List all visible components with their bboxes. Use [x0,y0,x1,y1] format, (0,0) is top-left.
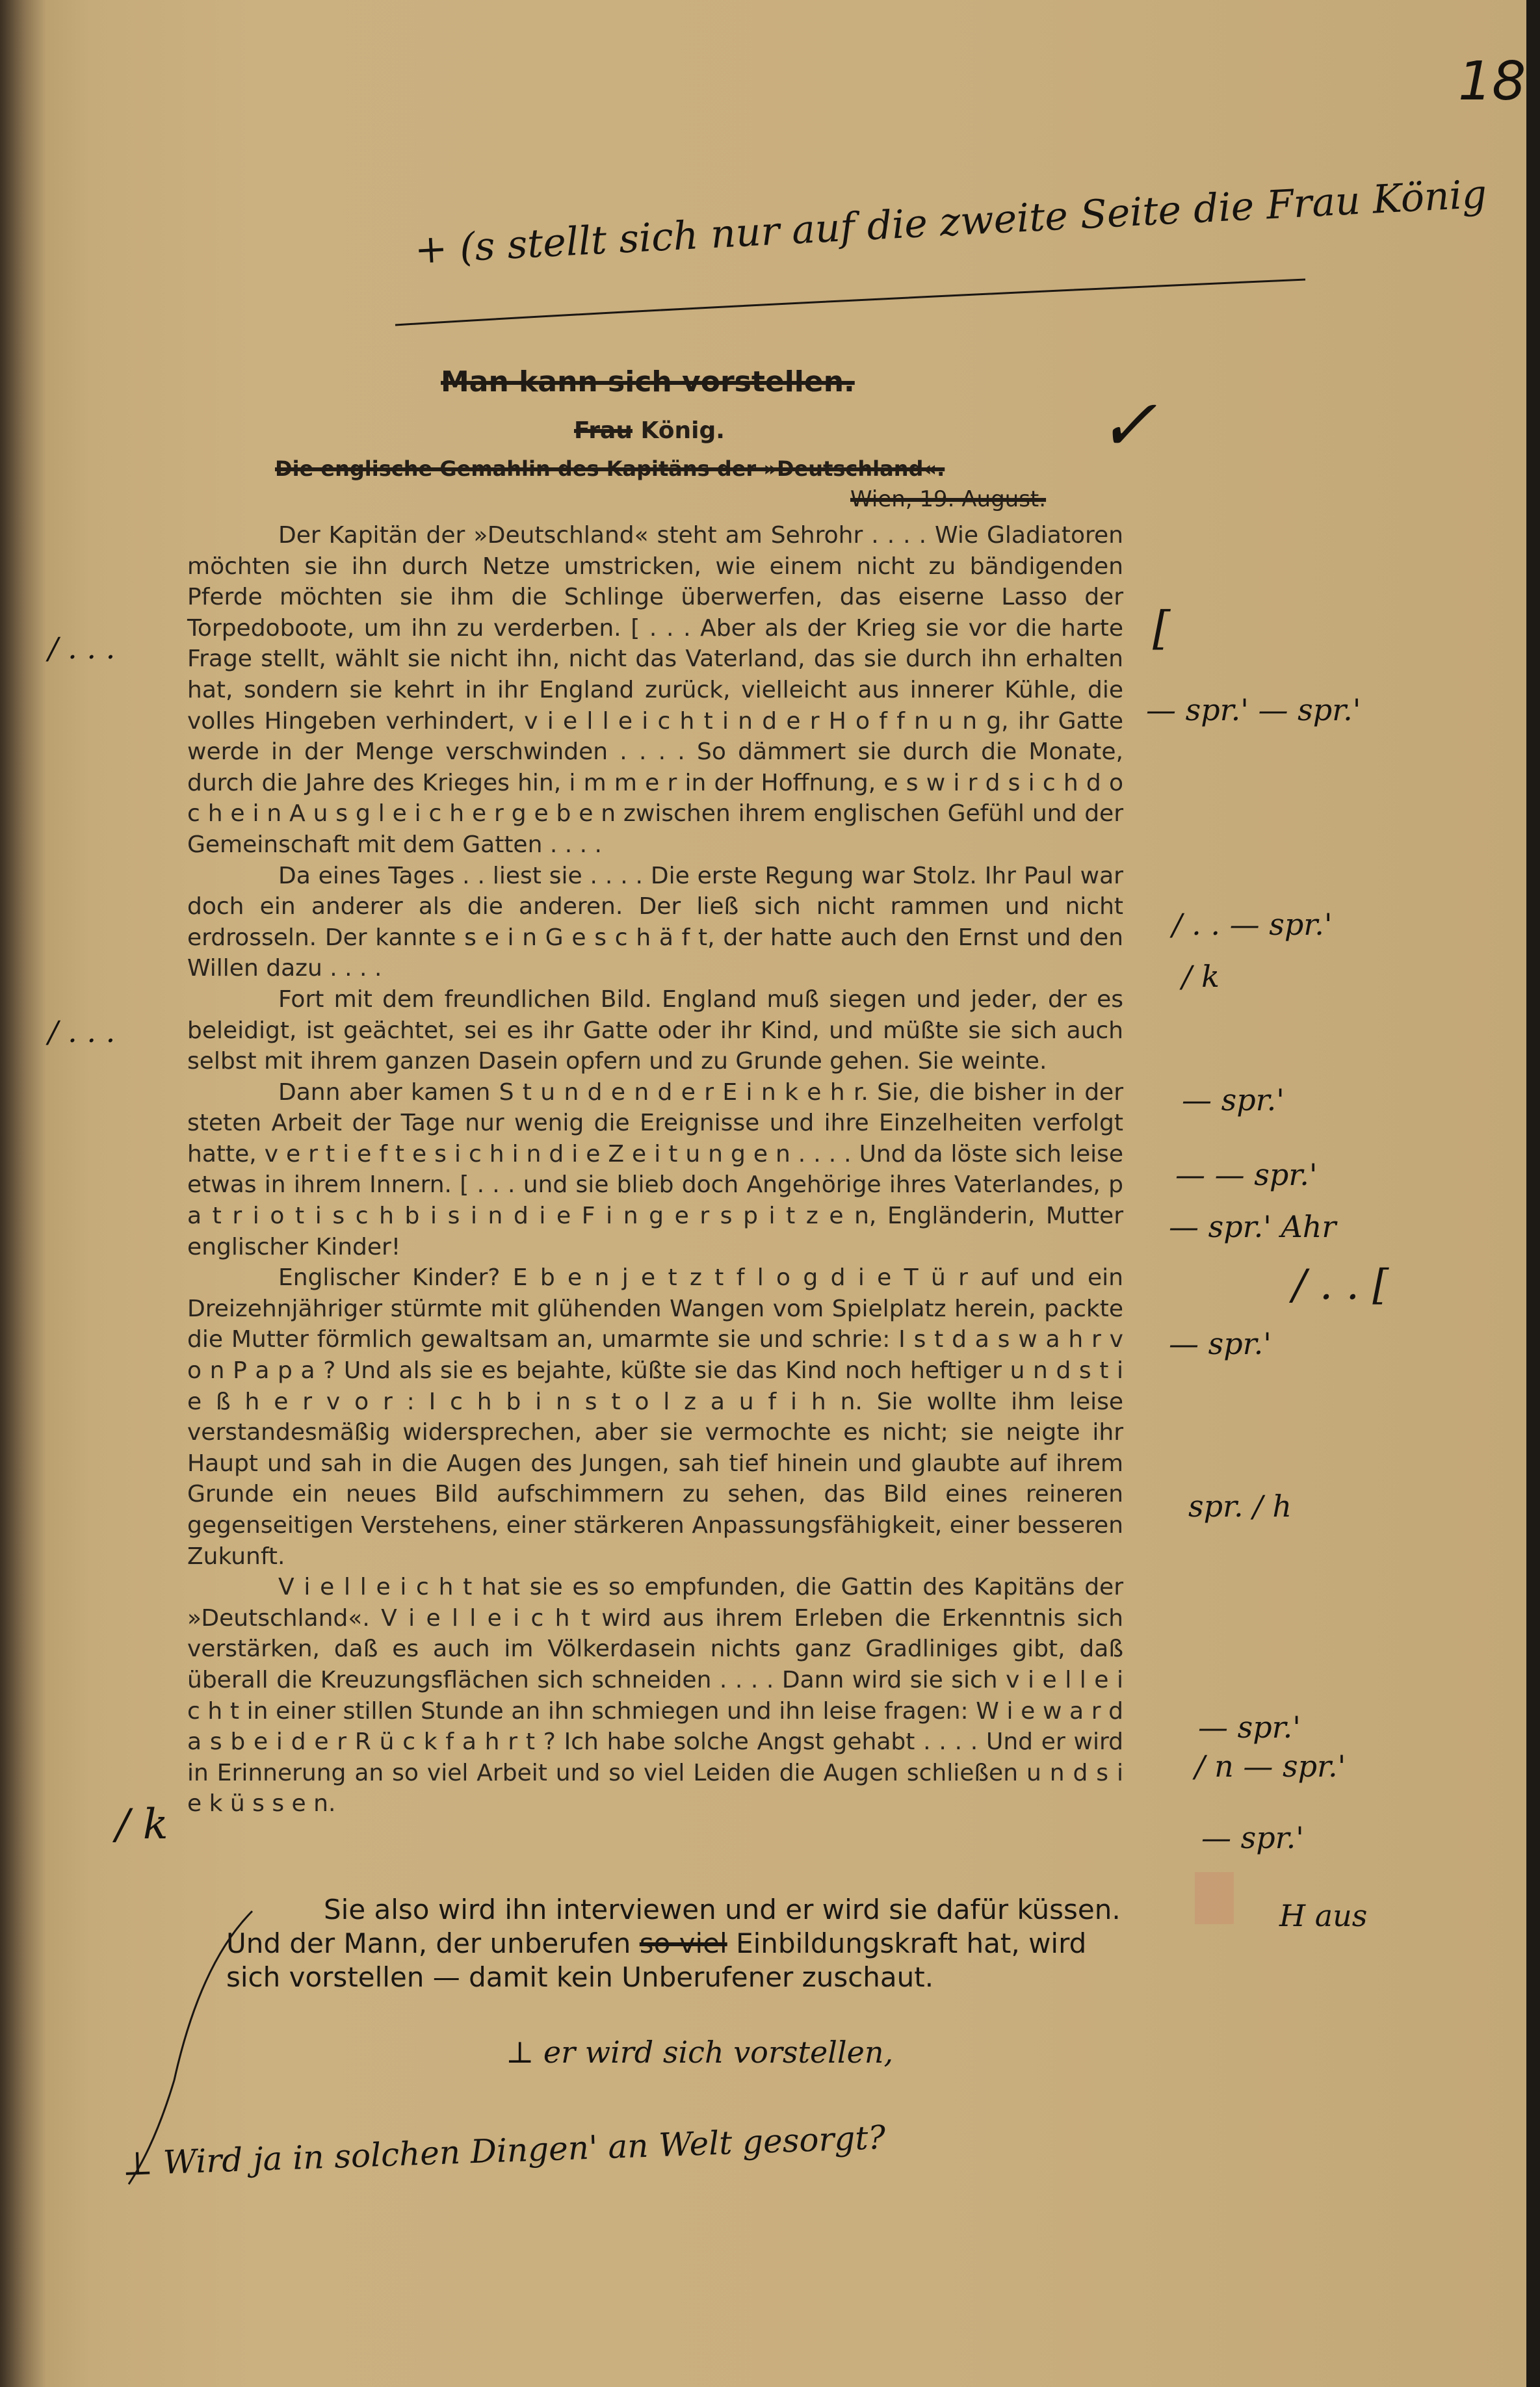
handwritten-header-note: + (s stellt sich nur auf die zweite Seite die Frau König [413,171,1488,273]
paragraph: Der Kapitän der »Deutschland« steht am Sehrohr . . . . Wie Gladiatoren möchten sie ihn durch Netze umstricken, wie einem nicht zu bändigenden Pferde möchten sie ihm die Schlinge überwerfen, das eiserne Lasso der Torpedoboote, um ihn zu verderben. [ . . . Aber als der Krieg sie vor die harte Frage stellt, wählt sie nicht ihn, nicht das Vaterland, das sie durch ihn erhalten hat, sondern sie kehrt in ihr England zurück, vielleicht aus innerer Kühle, die volles Hingeben verhindert, v i e l l e i c h t i n d e r H o f f n u n g, ihr Gatte werde in der Menge verschwinden . . . . So dämmert sie durch die Monate, durch die Jahre des Krieges hin, i m m e r in der Hoffnung, e s w i r d s i c h d o c h e i n A u s g l e i c h e r g e b e n zwischen ihrem englischen Gefühl und der Gemeinschaft mit dem Gatten . . . . [187,522,1123,858]
margin-note-right: [ [1153,601,1171,655]
margin-note-right: / n — spr.' [1195,1749,1346,1784]
margin-note-right: — spr.' [1198,1710,1301,1745]
margin-note-right: spr. / h [1188,1489,1292,1524]
closing-line-2-start: Und der Mann, der unberufen [226,1927,631,1959]
margin-note-right: — spr.' — spr.' [1146,692,1361,727]
margin-note-left: / . . . [48,1014,116,1049]
closing-struck-words: so viel [639,1927,727,1959]
paragraph: Da eines Tages . . liest sie . . . . Die erste Regung war Stolz. Ihr Paul war doch ein anderer als die anderen. Der ließ sich nicht rammen und nicht erdrosseln. Der kannte s e i n G e s c h ä f t, der hatte auch den Ernst und den Willen dazu . . . . [187,862,1123,982]
margin-note-right: — — spr.' [1175,1157,1318,1192]
page-number: 18 [1458,51,1526,112]
pen-strokes [31,0,1526,2387]
closing-line-3: sich vorstellen — damit kein Unberufener zuschaut. [226,1961,934,1993]
handwritten-bottom-note: ⊥ Wird ja in solchen Dingen' an Welt gesorgt? [121,2119,887,2183]
header-underline [395,280,1305,325]
margin-note-right: — spr.' Ahr [1169,1209,1337,1244]
red-mark [1195,1872,1234,1924]
subtitle-name: König. [640,417,725,444]
margin-note-right: H aus [1279,1898,1368,1933]
struck-spouse-line: Die englische Gemahlin des Kapitäns der »Deutschland«. [275,456,945,481]
margin-note-left: / k [116,1801,168,1849]
margin-note-right: — spr.' [1169,1326,1272,1361]
closing-line-1: Sie also wird ihn interviewen und er wird sie dafür küssen. [324,1894,1121,1925]
handwritten-sign-note: ⊥ er wird sich vorstellen, [506,2035,894,2070]
struck-title: Man kann sich vorstellen. [441,365,855,398]
struck-dateline: Wien, 19. August. [850,486,1047,512]
paragraph: Englischer Kinder? E b e n j e t z t f l o g d i e T ü r auf und ein Dreizehnjähriger stürmte mit glühenden Wangen vom Spielplatz herein, packte die Mutter förmlich gewaltsam an, umarmte sie und schrie: I s t d a s w a h r v o n P a p a ? Und als sie es bejahte, küßte sie das Kind noch heftiger u n d s t i e ß h e r v o r : I c h b i n s t o l z a u f i h n. Sie wollte ihm leise verstandesmäßig widersprechen, aber sie vermochte es nicht; sie neigte ihr Haupt und sah in die Augen des Jungen, sah tief hinein und glaubte auf ihrem Grunde ein neues Bild aufschimmern zu sehen, das Bild eines reineren gegenseitigen Verstehens, einer stärkeren Anpassungsfähigkeit, einer besseren Zukunft. [187,1264,1123,1570]
closing-line-2-end: Einbildungskraft hat, wird [736,1927,1087,1959]
manuscript-page [31,0,1526,2387]
margin-note-right: / . . [ [1292,1261,1389,1309]
margin-mark-top: ✓ [1097,384,1158,467]
margin-note-right: / k [1182,959,1220,994]
paragraph: Fort mit dem freundlichen Bild. England muß siegen und jeder, der es beleidigt, ist geächtet, sei es ihr Gatte oder ihr Kind, und müßte sie sich auch selbst mit ihrem ganzen Dasein opfern und zu Grunde gehen. Sie weinte. [187,985,1123,1075]
margin-note-right: / . . — spr.' [1172,907,1333,942]
struck-subtitle-word: Frau [574,417,633,444]
margin-note-left: / . . . [48,631,116,666]
margin-note-right: — spr.' [1201,1820,1304,1855]
paragraph: V i e l l e i c h t hat sie es so empfunden, die Gattin des Kapitäns der »Deutschland«. V i e l l e i c h t wird aus ihrem Erleben die Erkenntnis sich verstärken, daß es auch im Völkerdasein nichts ganz Gradliniges gibt, daß überall die Kreuzungsflächen sich schneiden . . . . Dann wird sie sich v i e l l e i c h t in einer stillen Stunde an ihn schmiegen und ihn leise fragen: W i e w a r d a s b e i d e r R ü c k f a h r t ? Ich habe solche Angst gehabt . . . . Und er wird in Erinnerung an so viel Arbeit und so viel Leiden die Augen schließen u n d s i e k ü s s e n. [187,1574,1123,1818]
insertion-line [129,1911,252,2184]
margin-note-right: — spr.' [1182,1082,1285,1117]
paragraph: Dann aber kamen S t u n d e n d e r E i n k e h r. Sie, die bisher in der steten Arbeit der Tage nur wenig die Ereignisse und ihre Einzelheiten verfolgt hatte, v e r t i e f t e s i c h i n d i e Z e i t u n g e n . . . . Und da löste sich leise etwas in ihrem Innern. [ . . . und sie blieb doch Angehörige ihres Vaterlandes, p a t r i o t i s c h b i s i n d i e F i n g e r s p i t z e n, Engländerin, Mutter englischer Kinder! [187,1078,1123,1260]
